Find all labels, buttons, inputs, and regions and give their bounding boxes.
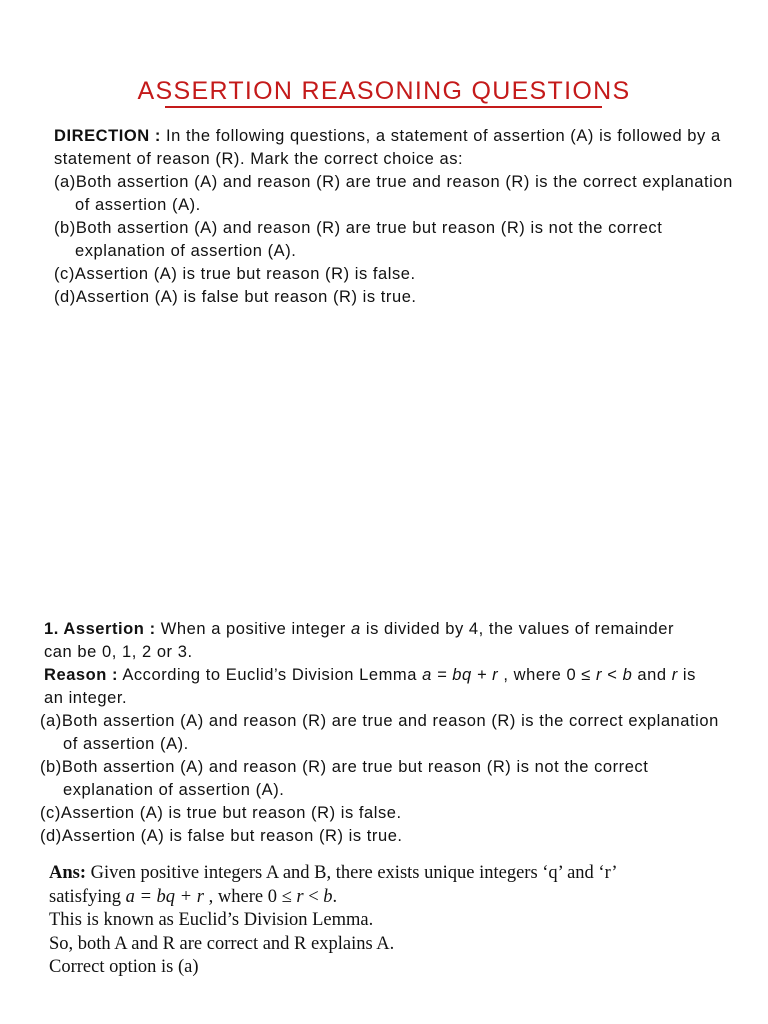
q1-option-b: (b)Both assertion (A) and reason (R) are true but reason (R) is not the correct <box>40 758 649 776</box>
direction-option-c: (c)Assertion (A) is true but reason (R) is false. <box>54 265 416 283</box>
reason-line-2: an integer. <box>44 689 128 707</box>
reason-var-b: b <box>622 666 633 684</box>
title-underline <box>165 106 602 108</box>
answer-line-2 <box>49 886 618 910</box>
answer-label: Ans: <box>49 863 87 883</box>
direction-line-1 <box>54 125 733 148</box>
answer-line-1 <box>49 862 618 886</box>
reason-var-r: r <box>596 666 603 684</box>
q1-option-a-cont: of assertion (A). <box>63 735 189 753</box>
answer-line-5: Correct option is (a) <box>49 957 199 977</box>
answer-text-2: satisfying <box>49 886 126 907</box>
direction-option-a-cont: of assertion (A). <box>75 196 201 214</box>
answer-line-3: This is known as Euclid’s Division Lemma. <box>49 910 374 930</box>
reason-text-5: is <box>677 666 696 684</box>
direction-option-b: (b)Both assertion (A) and reason (R) are true but reason (R) is not the correct <box>54 219 663 237</box>
question-1-block <box>42 618 719 848</box>
q1-option-a: (a)Both assertion (A) and reason (R) are true and reason (R) is the correct explanation <box>40 712 719 730</box>
q1-option-d: (d)Assertion (A) is false but reason (R) is true. <box>40 827 403 845</box>
answer-text-1: Given positive integers A and B, there exists unique integers ‘q’ and ‘r’ <box>86 863 618 883</box>
reason-text-4: and <box>632 666 672 684</box>
direction-block <box>54 125 733 309</box>
assertion-line-1 <box>42 618 719 641</box>
direction-option-a: (a)Both assertion (A) and reason (R) are true and reason (R) is the correct explanation <box>54 173 733 191</box>
direction-option-d: (d)Assertion (A) is false but reason (R) is true. <box>54 288 417 306</box>
reason-var-r2: r <box>671 666 678 684</box>
q1-option-b-cont: explanation of assertion (A). <box>63 781 285 799</box>
answer-text-2b: , where 0 ≤ <box>204 886 297 907</box>
reason-line-1 <box>42 664 719 687</box>
answer-equation: a = bq + r <box>125 886 204 907</box>
direction-line-2: statement of reason (R). Mark the correct choice as: <box>54 150 464 168</box>
answer-line-4: So, both A and R are correct and R explains A. <box>49 933 395 954</box>
answer-block <box>49 862 618 980</box>
answer-var-b: b <box>323 886 333 907</box>
answer-var-r: r <box>296 886 304 907</box>
assertion-variable: a <box>350 620 361 638</box>
direction-label: DIRECTION : <box>54 127 161 145</box>
direction-option-b-cont: explanation of assertion (A). <box>75 242 297 260</box>
reason-equation: a = bq + r <box>422 666 499 684</box>
assertion-text: When a positive integer <box>155 620 351 638</box>
reason-text-2: , where 0 ≤ <box>498 666 597 684</box>
reason-text: According to Euclid’s Division Lemma <box>118 666 423 684</box>
answer-text-2c: < <box>303 886 324 907</box>
direction-text: In the following questions, a statement of assertion (A) is followed by a <box>160 127 721 145</box>
assertion-text-cont: is divided by 4, the values of remainder <box>360 620 675 638</box>
reason-label: Reason : <box>44 666 119 684</box>
assertion-line-2: can be 0, 1, 2 or 3. <box>44 643 193 661</box>
q1-option-c: (c)Assertion (A) is true but reason (R) is false. <box>40 804 402 822</box>
page-title: ASSERTION REASONING QUESTIONS <box>137 77 631 105</box>
assertion-label: 1. Assertion : <box>44 620 156 638</box>
reason-text-3: < <box>602 666 623 684</box>
answer-text-2d: . <box>332 886 338 907</box>
